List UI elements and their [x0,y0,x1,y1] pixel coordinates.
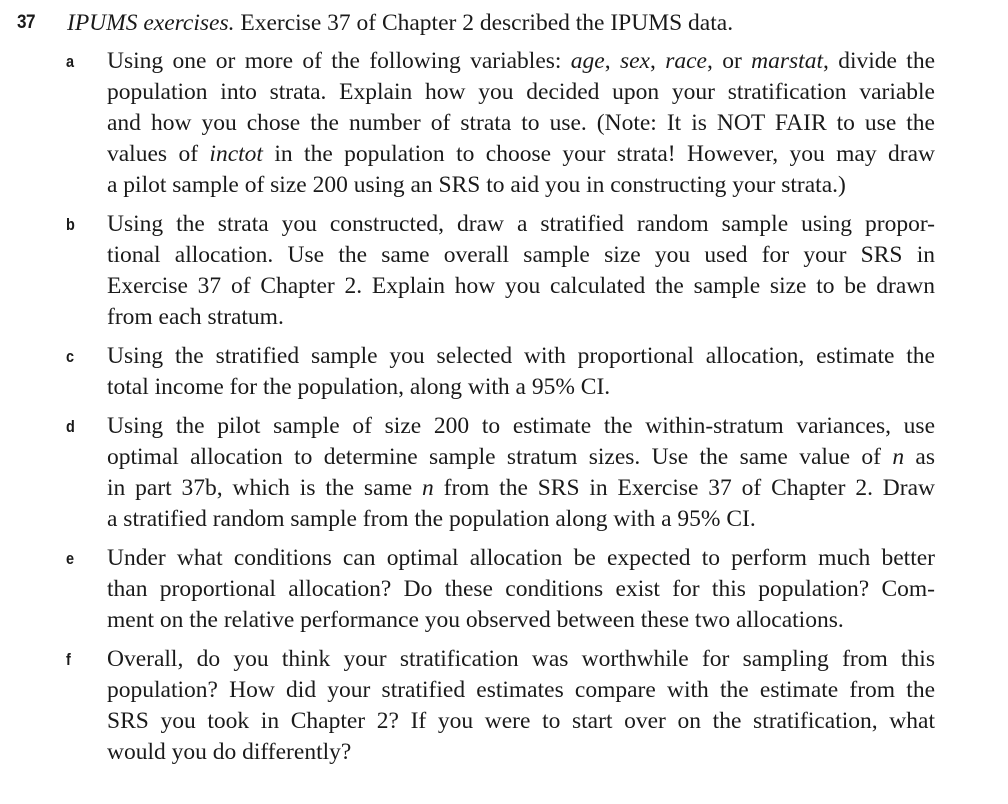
italic-term: sex [619,48,650,74]
text-line: values of inctot in the population to choose your strata! However, you may draw [107,141,935,167]
text-line: than proportional allocation? Do these conditions exist for this population? Com- [107,576,935,602]
text-line: population into strata. Explain how you decided upon your stratification variable [107,79,935,105]
text-line: would you do differently? [107,739,352,765]
exercise-part-a [0,46,1008,201]
exercise-title-text: Exercise 37 of Chapter 2 described the IPUMS data. [234,10,734,36]
text-line: and how you chose the number of strata to use. (Note: It is NOT FAIR to use the [107,110,935,136]
exercise-title-italic: IPUMS exercises. [67,10,235,36]
text-line: tional allocation. Use the same overall sample size you used for your SRS in [107,242,935,268]
text-line: Using the strata you constructed, draw a stratified random sample using propor- [107,211,935,237]
exercise-header [0,6,1008,40]
part-label: b [66,215,75,234]
exercise-part-f [0,644,1008,768]
text-line: Exercise 37 of Chapter 2. Explain how you calculated the sample size to be drawn [107,273,935,299]
part-text [107,543,935,636]
text-line: ment on the relative performance you observed between these two allocations. [107,607,844,633]
text-line: in part 37b, which is the same n from the SRS in Exercise 37 of Chapter 2. Draw [107,475,935,501]
italic-term: age [570,48,605,74]
text-line: total income for the population, along with a 95% CI. [107,374,611,400]
part-label: f [66,650,71,669]
italic-term: n [892,444,905,470]
italic-term: race [665,48,707,74]
exercise-title [67,6,733,40]
exercise-37 [0,6,1008,768]
text-line: population? How did your stratified estimates compare with the estimate from the [107,677,935,703]
text-line: from each stratum. [107,304,284,330]
part-text [107,644,935,768]
part-label: e [66,549,75,568]
part-text [107,209,935,333]
part-label: a [66,52,75,71]
exercise-part-e [0,543,1008,636]
part-text [107,411,935,535]
part-text [107,341,935,403]
text-line: a stratified random sample from the population along with a 95% CI. [107,506,756,532]
exercise-parts [0,46,1008,768]
part-text [107,46,935,201]
text-line: Under what conditions can optimal allocation be expected to perform much better [107,545,935,571]
text-line: optimal allocation to determine sample stratum sizes. Use the same value of n as [107,444,935,470]
text-line: Using the stratified sample you selected with proportional allocation, estimate the [107,343,935,369]
exercise-part-b [0,209,1008,333]
text-line: Using the pilot sample of size 200 to estimate the within-stratum variances, use [107,413,935,439]
italic-term: marstat [751,48,823,74]
exercise-part-c [0,341,1008,403]
text-line: SRS you took in Chapter 2? If you were to start over on the stratification, what [107,708,935,734]
text-line: a pilot sample of size 200 using an SRS to aid you in constructing your strata.) [107,172,846,198]
italic-term: n [422,475,434,501]
exercise-part-d [0,411,1008,535]
part-label: d [66,417,75,436]
exercise-number: 37 [17,12,36,33]
part-label: c [66,347,75,366]
text-line: Using one or more of the following variables: age, sex, race, or marstat, divide the [107,48,936,74]
italic-term: inctot [209,141,263,167]
text-line: Overall, do you think your stratification was worthwhile for sampling from this [107,646,935,672]
